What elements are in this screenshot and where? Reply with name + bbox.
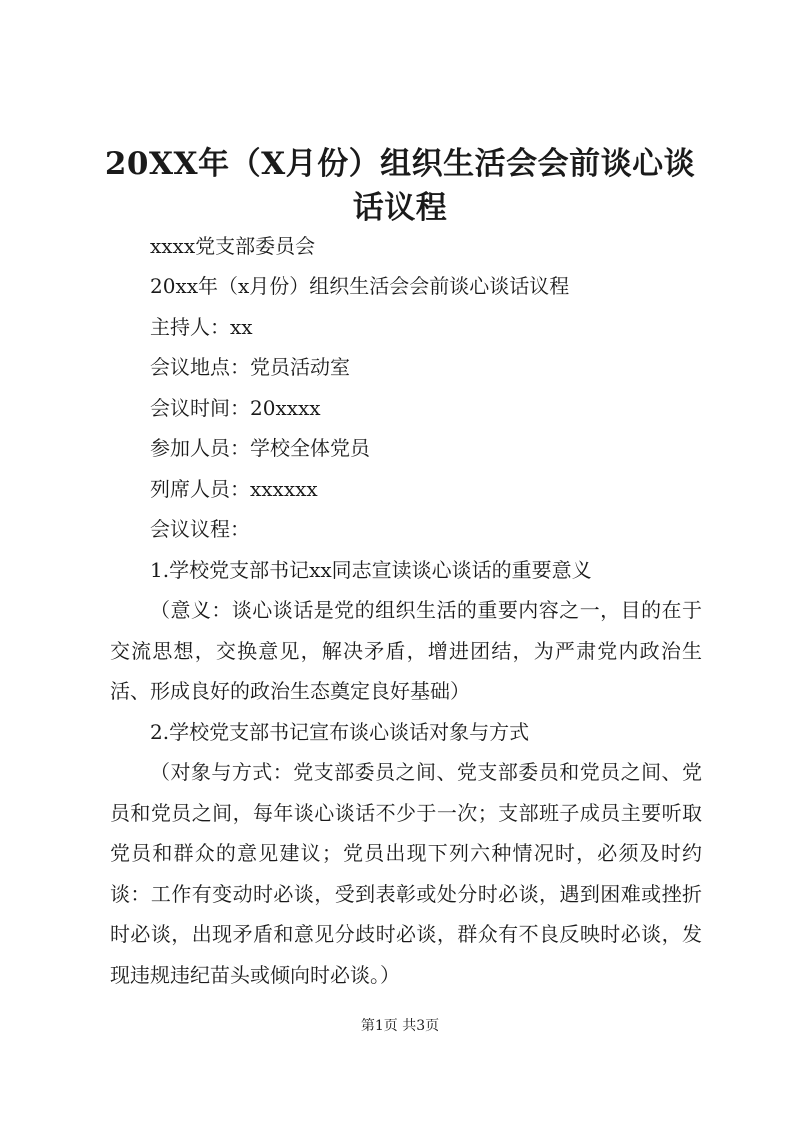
host-line: 主持人：xx <box>150 315 253 339</box>
significance-paragraph: （意义：谈心谈话是党的组织生活的重要内容之一，目的在于交流思想，交换意见，解决矛盾，增进团结，为严肃党内政治生活、形成良好的政治生态奠定良好基础） <box>110 598 702 703</box>
attendees-line: 参加人员：学校全体党员 <box>150 436 370 460</box>
time-line: 会议时间：20xxxx <box>150 396 321 420</box>
location-line: 会议地点：党员活动室 <box>150 355 350 379</box>
document-title: 20XX年（X月份）组织生活会会前谈心谈话议程 <box>104 146 696 226</box>
committee-line: xxxx党支部委员会 <box>150 234 316 258</box>
page-number-footer: 第1页 共3页 <box>360 1018 440 1034</box>
method-paragraph: （对象与方式：党支部委员之间、党支部委员和党员之间、党员和党员之间，每年谈心谈话不少于一次；支部班子成员主要听取党员和群众的意见建议；党员出现下列六种情况时，必须及时约谈：工作有变动时必谈，受到表彰或处分时必谈，遇到困难或挫折时必谈，出现矛盾和意见分歧时必谈，群众有不良反映时必谈，发现违规违纪苗头或倾向时必谈。） <box>110 760 702 987</box>
agenda-title-line: 20xx年（x月份）组织生活会会前谈心谈话议程 <box>150 274 570 298</box>
agenda-item-2: 2.学校党支部书记宣布谈心谈话对象与方式 <box>150 720 530 744</box>
agenda-item-1: 1.学校党支部书记xx同志宣读谈心谈话的重要意义 <box>150 558 592 582</box>
agenda-label-line: 会议议程： <box>150 517 250 541</box>
observers-line: 列席人员：xxxxxx <box>150 477 318 501</box>
